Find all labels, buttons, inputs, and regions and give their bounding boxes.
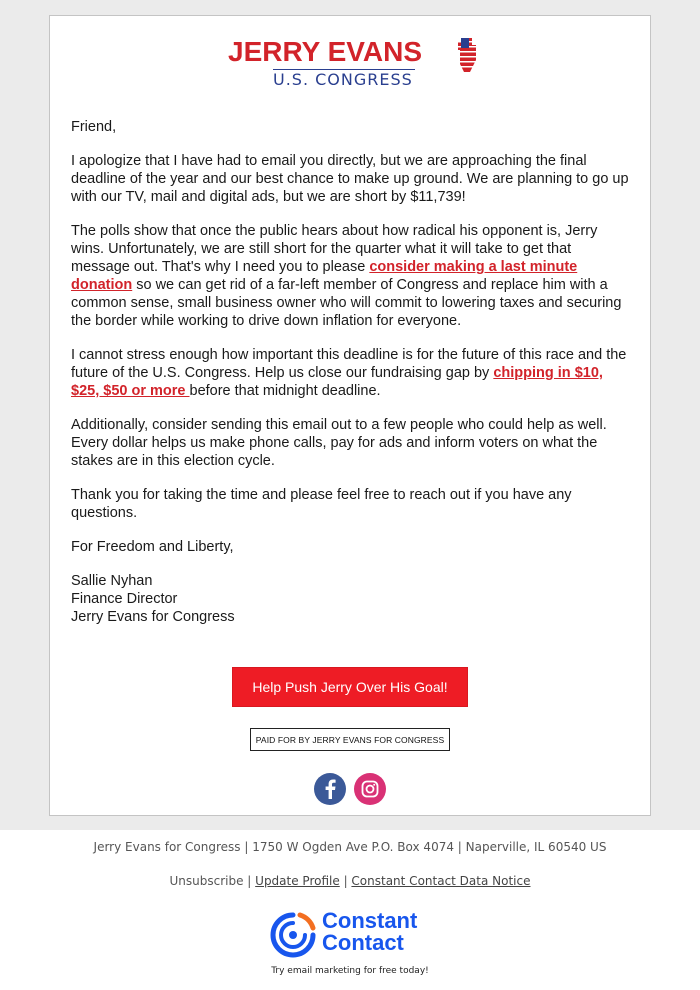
data-notice-link[interactable]: Constant Contact Data Notice [351,874,531,888]
donation-link[interactable]: consider making a last minute donation [71,259,578,293]
instagram-button[interactable] [354,773,386,805]
donate-button[interactable]: Help Push Jerry Over His Goal! [232,667,468,707]
campaign-logo [228,36,476,92]
flag-icon [458,38,476,72]
paragraph-5: Thank you for taking the time and please feel free to reach out if you have any questions. [71,487,572,521]
footer-links [0,874,700,888]
constant-contact-logo[interactable] [270,910,432,960]
p3-text-before: I cannot stress enough how important this deadline is for the future of this race and the future of the U.S. Congress. Help us close our fundraising gap by [71,347,627,381]
constant-contact-line2: Contact [322,930,404,955]
footer-separator: | [339,874,352,888]
paid-for-disclaimer: PAID FOR BY JERRY EVANS FOR CONGRESS [250,728,450,751]
paragraph-3 [71,346,631,400]
paragraph-1: I apologize that I have had to email you directly, but we are approaching the final deadline of the year and our best chance to make up ground. We are planning to go up with our TV, mail and digital ads, but we are short by $11,739! [71,153,629,205]
constant-contact-line1: Constant [322,908,418,933]
constant-contact-tagline[interactable]: Try email marketing for free today! [271,966,429,976]
constant-contact-wordmark [322,910,417,954]
p3-text-after: before that midnight deadline. [189,383,381,399]
footer-separator: | [243,874,256,888]
letter-body [71,118,631,626]
paragraph-2 [71,222,631,330]
facebook-icon [323,779,337,799]
logo-name: JERRY EVANS [228,36,422,67]
greeting: Friend, [71,119,117,135]
instagram-icon [361,780,379,798]
signature-org: Jerry Evans for Congress [71,609,235,625]
email-card [49,15,651,816]
signature-title: Finance Director [71,591,178,607]
update-profile-link[interactable]: Update Profile [255,874,340,888]
footer-address: Jerry Evans for Congress | 1750 W Ogden Ave P.O. Box 4074 | Naperville, IL 60540 US [93,840,607,854]
unsubscribe-link[interactable]: Unsubscribe [169,874,244,888]
logo-subtitle: U.S. CONGRESS [273,70,413,89]
facebook-button[interactable] [314,773,346,805]
constant-contact-icon [270,912,316,958]
paragraph-4: Additionally, consider sending this email out to a few people who could help as well. Every dollar helps us make phone calls, pay for ads and inform voters on what the stakes are in this election cycle. [71,417,607,469]
signature [71,572,631,626]
p2-text-before: The polls show that once the public hears about how radical his opponent is, Jerry wins. Unfortunately, we are still short for the quarter what it will take to get that message out. That's why I need you to please [71,223,598,275]
p2-text-after: so we can get rid of a far-left member of Congress and replace him with a common sense, small business owner who will commit to lowering taxes and securing the border while working to drive down inflation for everyone. [71,277,622,329]
closing: For Freedom and Liberty, [71,539,234,555]
chip-in-link[interactable]: chipping in $10, $25, $50 or more [71,365,603,399]
signature-name: Sallie Nyhan [71,573,153,589]
